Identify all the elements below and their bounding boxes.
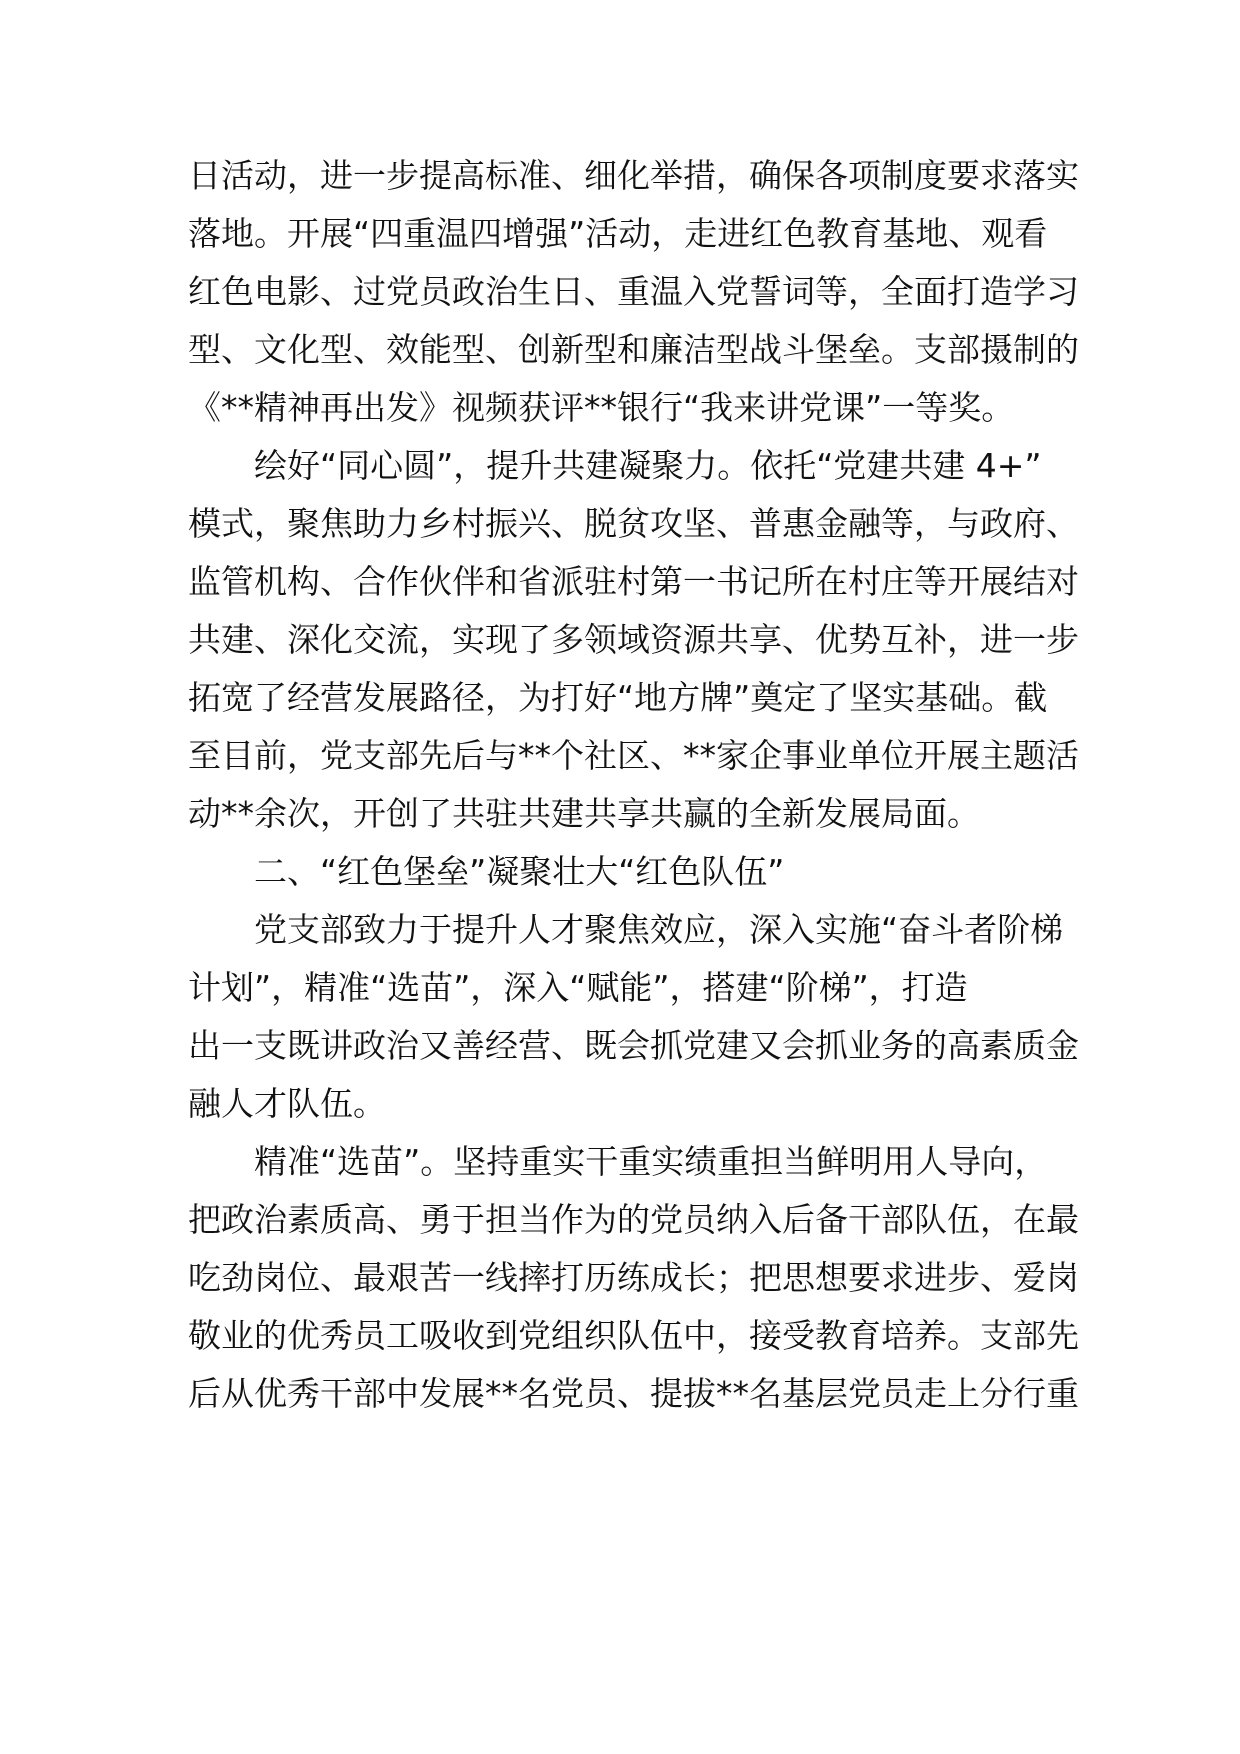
text-line: 共建、深化交流，实现了多领域资源共享、优势互补，进一步 [188, 620, 1079, 659]
text-line: 《**精神再出发》视频获评**银行“我来讲党课”一等奖。 [188, 388, 1015, 427]
text-line: 拓宽了经营发展路径，为打好“地方牌”奠定了坚实基础。截 [188, 678, 1048, 717]
section-heading: 二、“红色堡垒”凝聚壮大“红色队伍” [254, 852, 785, 891]
text-line: 型、文化型、效能型、创新型和廉洁型战斗堡垒。支部摄制的 [188, 330, 1079, 369]
paragraph-heading-line: 绘好“同心圆”，提升共建凝聚力。依托“党建共建 4+” [254, 446, 1042, 485]
text-line: 至目前，党支部先后与**个社区、**家企事业单位开展主题活 [188, 736, 1079, 775]
paragraph-heading-line: 精准“选苗”。坚持重实干重实绩重担当鲜明用人导向， [254, 1142, 1048, 1181]
text-line: 动**余次，开创了共驻共建共享共赢的全新发展局面。 [188, 794, 980, 833]
text-line: 计划”，精准“选苗”，深入“赋能”，搭建“阶梯”，打造 [188, 968, 968, 1007]
text-line: 模式，聚焦助力乡村振兴、脱贫攻坚、普惠金融等，与政府、 [188, 504, 1079, 543]
text-line: 吃劲岗位、最艰苦一线摔打历练成长；把思想要求进步、爱岗 [188, 1258, 1079, 1297]
text-line: 监管机构、合作伙伴和省派驻村第一书记所在村庄等开展结对 [188, 562, 1079, 601]
text-line: 党支部致力于提升人才聚焦效应，深入实施“奋斗者阶梯 [254, 910, 1064, 949]
text-line: 红色电影、过党员政治生日、重温入党誓词等，全面打造学习 [188, 272, 1079, 311]
text-line: 落地。开展“四重温四增强”活动，走进红色教育基地、观看 [188, 214, 1048, 253]
text-line: 日活动，进一步提高标准、细化举措，确保各项制度要求落实 [188, 156, 1079, 195]
text-line: 把政治素质高、勇于担当作为的党员纳入后备干部队伍，在最 [188, 1200, 1079, 1239]
text-line: 出一支既讲政治又善经营、既会抓党建又会抓业务的高素质金 [188, 1026, 1079, 1065]
text-line: 敬业的优秀员工吸收到党组织队伍中，接受教育培养。支部先 [188, 1316, 1079, 1355]
text-line: 后从优秀干部中发展**名党员、提拔**名基层党员走上分行重 [188, 1374, 1079, 1413]
text-line: 融人才队伍。 [188, 1084, 386, 1123]
